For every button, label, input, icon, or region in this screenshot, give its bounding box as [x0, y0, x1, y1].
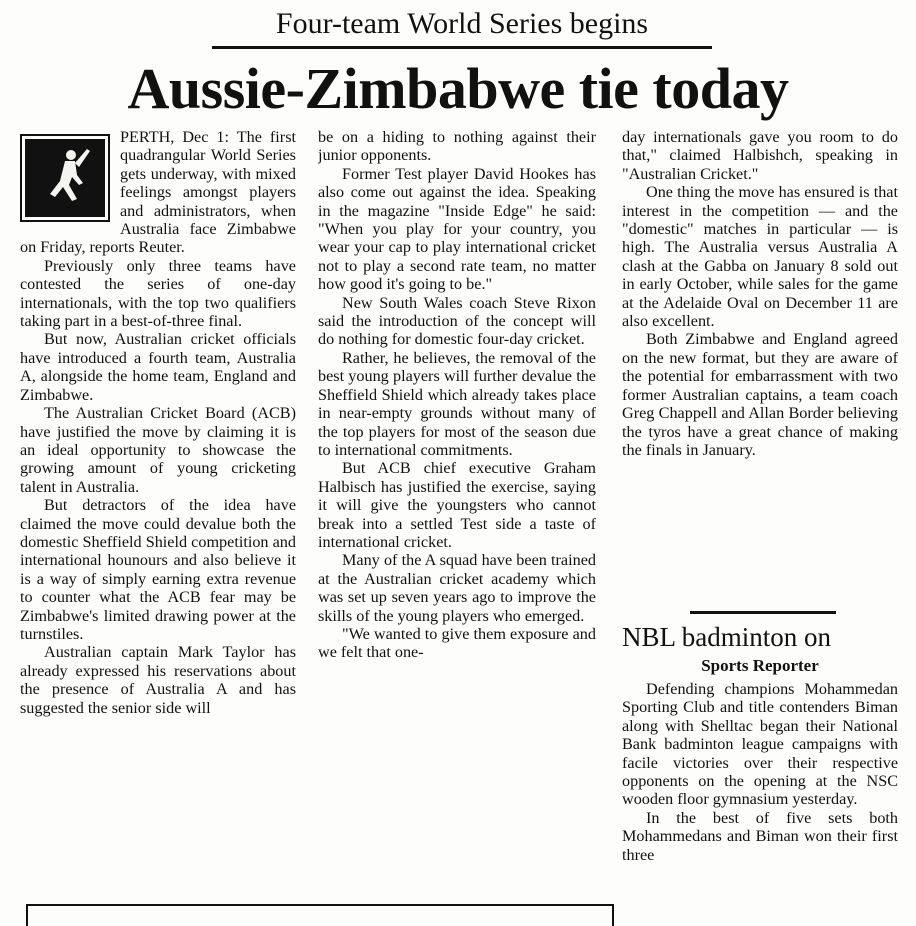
- paragraph: day internationals gave you room to do that," claimed Halbishch, speaking in "Australian Cricket.": [622, 128, 898, 183]
- article-column-2: [318, 128, 596, 916]
- paragraph: But detractors of the idea have claimed the move could devalue both the domestic Sheffield Shield competition and international hounours and also believe it is a way of simply earning extra revenue to counter what the ACB fear may be Zimbabwe's limited drawing power at the turnstiles.: [20, 496, 296, 643]
- paragraph: One thing the move has ensured is that interest in the competition — and the "domestic" matches in particular — is high. The Australia versus Australia A clash at the Gabba on January 8 sold out in early October, while sales for the game at the Adelaide Oval on December 11 are also excellent.: [622, 183, 898, 331]
- paragraph: "We wanted to give them exposure and we felt that one-: [318, 624, 596, 662]
- second-story-byline: Sports Reporter: [701, 656, 819, 675]
- cricket-batsman-icon: [20, 134, 110, 222]
- article-column-3: [622, 128, 898, 459]
- paragraph: Previously only three teams have contested the series of one-day internationals, with the top two qualifiers taking part in a best-of-three final.: [20, 256, 296, 331]
- paragraph: Australian captain Mark Taylor has already expressed his reservations about the presence of Australia A and has suggested the senior side will: [20, 643, 296, 717]
- paragraph: But ACB chief executive Graham Halbisch has justified the exercise, saying it will give the youngsters who cannot break into a settled Test side a taste of international cricket.: [318, 459, 596, 551]
- article-column-1: [20, 128, 296, 916]
- paragraph: In the best of five sets both Mohammedans and Biman won their first three: [622, 808, 898, 864]
- main-headline: Aussie-Zimbabwe tie today: [127, 56, 789, 121]
- paragraph: Former Test player David Hookes has also come out against the idea. Speaking in the magazine "Inside Edge" he said: "When you play for your country, you wear your cap to play international cricket not to play a second rate team, no matter how good it's going to be.": [318, 164, 596, 294]
- paragraph: PERTH, Dec 1: The first quadrangular World Series gets underway, with mixed feelings amongst players and administrators, when Australia face Zimbabwe on Friday, reports Reuter.: [20, 128, 296, 257]
- paragraph: New South Wales coach Steve Rixon said the introduction of the concept will do nothing for domestic four-day cricket.: [318, 293, 596, 349]
- paragraph: The Australian Cricket Board (ACB) have justified the move by claiming it is an ideal opportunity to showcase the growing amount of young cricketing talent in Australia.: [20, 404, 296, 496]
- paragraph: be on a hiding to nothing against their junior opponents.: [318, 128, 596, 165]
- story-divider: [690, 611, 836, 614]
- kicker-headline: Four-team World Series begins: [212, 4, 712, 49]
- adjacent-box-edge: [26, 904, 614, 926]
- second-story-headline: NBL badminton on: [622, 622, 831, 652]
- paragraph: Defending champions Mohammedan Sporting Club and title contenders Biman along with Shelltac began their National Bank badminton league campaigns with facile victories over their respective opponents on the opening at the NSC wooden floor gymnasium yesterday.: [622, 680, 898, 809]
- paragraph: But now, Australian cricket officials have introduced a fourth team, Australia A, alongside the home team, England and Zimbabwe.: [20, 330, 296, 404]
- paragraph: Both Zimbabwe and England agreed on the new format, but they are aware of the potential for embarrassment with two former Australian captains, a team coach Greg Chappell and Allan Border believing the tyros have a great chance of making the finals in January.: [622, 330, 898, 459]
- second-story-body: [622, 680, 898, 916]
- paragraph: Many of the A squad have been trained at the Australian cricket academy which was set up seven years ago to improve the skills of the young players who emerged.: [318, 551, 596, 625]
- paragraph: Rather, he believes, the removal of the best young players will further devalue the Sheffield Shield which already takes place in near-empty grounds without many of the top players for most of the season due to international commitments.: [318, 348, 596, 459]
